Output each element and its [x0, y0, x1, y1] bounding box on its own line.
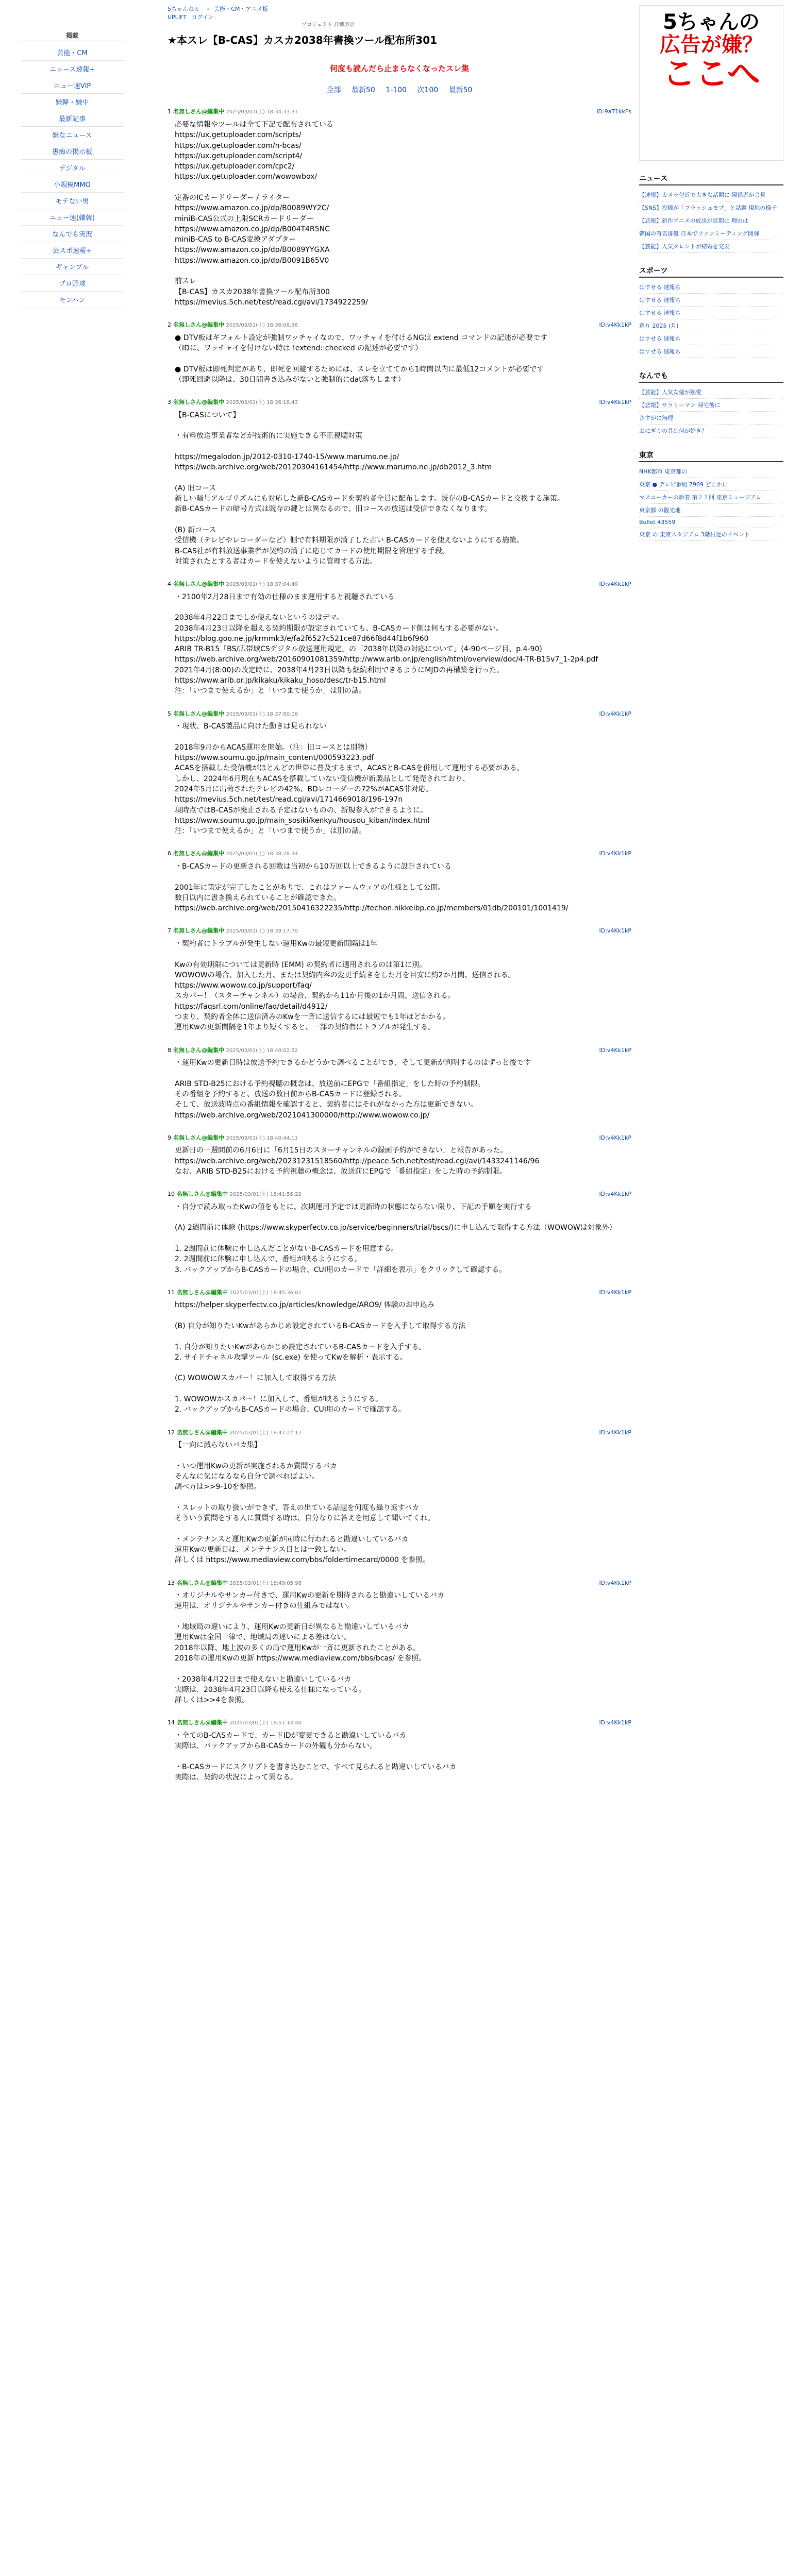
- post-date: 2025/03/01(土) 18:37:50.06: [226, 711, 298, 717]
- right-section-link[interactable]: はすせる 速報ち: [639, 335, 681, 342]
- post-header: [168, 398, 631, 407]
- range-all-link[interactable]: 全部: [326, 86, 341, 95]
- right-section-link[interactable]: マスコーカーの新着 第２１回 東京ミュージアム: [639, 494, 761, 501]
- right-section-item: [639, 345, 783, 358]
- right-section-link[interactable]: 【悲報】新作アニメの放送が延期に 理由は: [639, 217, 748, 224]
- post-number[interactable]: 2: [168, 321, 171, 329]
- right-section-item: [639, 240, 783, 253]
- post-date: 2025/03/01(土) 18:47:22.17: [229, 1430, 302, 1436]
- post-author: 名無しさん@編集中: [173, 321, 224, 329]
- post-number[interactable]: 1: [168, 108, 171, 115]
- post-author: 名無しさん@編集中: [173, 850, 224, 857]
- range-latest50-link[interactable]: 最新50: [448, 86, 473, 95]
- post-author: 名無しさん@編集中: [177, 1429, 228, 1436]
- post-author: 名無しさん@編集中: [173, 581, 224, 588]
- right-section-link[interactable]: はすせる 速報ち: [639, 348, 681, 355]
- post: [168, 1719, 631, 1783]
- post-author: 名無しさん@編集中: [173, 108, 224, 115]
- post: [168, 1429, 631, 1566]
- post-header: [168, 927, 631, 936]
- right-section-title: 東京: [639, 450, 783, 462]
- post-date: 2025/03/01(土) 18:40:44.11: [226, 1135, 298, 1141]
- post-author: 名無しさん@編集中: [177, 1289, 228, 1296]
- right-section-item: [639, 478, 783, 491]
- post-body: 【一向に減らないバカ集】 ・いつ運用Kwの更新が実施されるか質問するバカ そんなに気になるなら自分で調べればよい。 調べ方は>>9-10を参照。 ・スレットの取り扱いができず、答えの出ている話題を何度も繰り返すバカ そういう質問をする人に質問する時は、自分なりに答えを用意して聞いてくれ。 ・メンテナンスと運用Kwの更新が同時に行われると勘違いしているバカ 運用Kwの更新日は、メンテナンス日とは一致しない。 詳しくは https://www.mediaview.com/bbs/foldertimecard/0000 を参照。: [175, 1441, 435, 1565]
- post-id[interactable]: ID:v4Kk1kP: [599, 1429, 631, 1436]
- notice-link[interactable]: 何度も読んだら止まらなくなったスレ集: [329, 64, 469, 74]
- post: [168, 1190, 631, 1275]
- post: [168, 1579, 631, 1706]
- right-section-link[interactable]: 【悲報】サラリーマン 帰宅後に: [639, 402, 721, 409]
- post-number[interactable]: 8: [168, 1046, 171, 1054]
- post-header: [168, 1289, 631, 1297]
- right-section-link[interactable]: 【芸能】人気女優が熱愛: [639, 389, 701, 396]
- mini-links: [302, 22, 631, 29]
- right-section-link[interactable]: はすせる 速報ち: [639, 310, 681, 316]
- post-date: 2025/03/01(土) 18:37:04.49: [226, 582, 298, 588]
- post-list: [168, 108, 631, 1783]
- post-date: 2025/03/01(土) 18:40:02.52: [226, 1047, 298, 1054]
- post-date: 2025/03/01(土) 18:34:33.31: [226, 109, 298, 115]
- right-section-item: [639, 399, 783, 412]
- post-body: 必要な情報やツールは全て下記で配布されている https://ux.getuploader.com/scripts/ https://ux.getuploader.com/n-bcas/ https://ux.getuploader.com/script4/ https://ux.getuploader.com/cpc2/ https://ux.getuploader.com/wowowbox/ 定番のICカードリーダー / ライター https://www.amazon.co.jp/dp/B0089WY2C/ miniB-CAS公式の上限SCRカードリーダー https://www.amazon.co.jp/dp/B004T4R5NC miniB-CAS to B-CAS変換アダプター https://www.amazon.co.jp/dp/B0089YYGXA https://www.amazon.co.jp/dp/B0091B65V0 前スレ 【B-CAS】カスカ2038年書換ツール配布所300 https://mevius.5ch.net/test/read.cgi/avi/1734922259/: [175, 120, 368, 307]
- right-section-link[interactable]: 東京都 の観光地: [639, 507, 681, 514]
- post-header: [168, 580, 631, 589]
- post-number[interactable]: 12: [168, 1429, 175, 1436]
- breadcrumb-item[interactable]: 5ちゃんねる: [168, 6, 199, 12]
- post: [168, 321, 631, 385]
- post-author: 名無しさん@編集中: [173, 710, 224, 717]
- post-date: 2025/03/01(土) 18:39:17.70: [226, 928, 298, 935]
- post-header: [168, 850, 631, 858]
- post-author: 名無しさん@編集中: [177, 1719, 228, 1726]
- right-section: [639, 173, 783, 253]
- post-id[interactable]: ID:v4Kk1kP: [599, 850, 631, 857]
- right-section-link[interactable]: NHK都市 東京都の: [639, 468, 688, 475]
- post-id[interactable]: ID:v4Kk1kP: [599, 1134, 631, 1141]
- right-section-item: [639, 517, 783, 528]
- post-id[interactable]: ID:v4Kk1kP: [599, 581, 631, 588]
- breadcrumb-item[interactable]: 芸能・CM・アニメ板: [214, 6, 268, 12]
- post-author: 名無しさん@編集中: [173, 399, 224, 406]
- sidebar-item[interactable]: なんでも実況: [21, 226, 124, 242]
- post-id[interactable]: ID:9aT1kkFs: [596, 108, 631, 115]
- post: [168, 1134, 631, 1177]
- post-header: [168, 1429, 631, 1437]
- post-number[interactable]: 13: [168, 1579, 175, 1586]
- ad-line-3: ここへ: [662, 55, 760, 93]
- right-section-item: [639, 504, 783, 517]
- right-section-item: [639, 386, 783, 399]
- right-section-link[interactable]: おにぎりの具は何が好き？: [639, 428, 707, 434]
- right-section-link[interactable]: 【芸能】人気タレントが結婚を発表: [639, 243, 730, 250]
- post-body: ・2100年2月28日まで有効の仕様のまま運用すると視聴されている 2038年4月22日までしか使えないというのはデマ。 2038年4月23日以降を超える契約期限が設定されていても、B-CASカード側は何もする必要がない。 https://blog.goo.ne.jp/krmmk3/e/fa2f6527c521ce87d66f8d44f1b6f960 ARIB TR-B15「BS/広帯域CSデジタル放送運用規定」の「2038年以降の対応について」(4-90ページ目、p.4-90) https://web.archive.org/web/20160901081359/http://www.arib.or.jp/english/html/overview/doc/4-TR-B15v7_1-2p4.pdf 2021年4月(8:00)の改定時に、2038年4月23日以降も継続利用できるようにMJDの再構築を行った。 https://www.arib.or.jp/kikaku/kikaku_hoso/desc/tr-b15.html 注：「いつまで使えるか」と「いつまで使うか」は別の話。: [175, 592, 598, 696]
- post: [168, 1046, 631, 1121]
- page-title: ★本スレ【B-CAS】カスカ2038年書換ツール配布所301: [168, 34, 438, 47]
- right-section-item: [639, 307, 783, 319]
- sidebar-item[interactable]: モテない男: [21, 193, 124, 209]
- post-id[interactable]: ID:v4Kk1kP: [599, 321, 631, 329]
- post-date: 2025/03/01(土) 18:36:18.43: [226, 400, 298, 406]
- post-body: ・現状、B-CAS製品に向けた動きは見られない 2018年9月からACAS運用を開始。（注：旧コースとは別物） https://www.soumu.go.jp/main_content/000593223.pdf ACASを搭載した受信機がほとんどの世帯に普及するまで、ACASとB-CASを併用して運用する必要がある。 しかし、2024年6月現在もACASを搭載していない受信機が新製品として発売されており、 2024年5月に出荷されたテレビの42%、BDレコーダーの72%がACAS非対応。 https://mevius.5ch.net/test/read.cgi/avi/1714669018/196-197n 現時点ではB-CASが廃止される予定はないものの、新規参入ができるように。 https://www.soumu.go.jp/main_sosiki/kenkyu/housou_kiban/index.html 注：「いつまで使えるか」と「いつまで使うか」は別の話。: [175, 722, 524, 836]
- right-section-link[interactable]: 【速報】カメラ付近で大きな話題に 関係者が会見: [639, 192, 766, 198]
- post: [168, 580, 631, 696]
- post-body: ・オリジナルやサンカー付きで、運用Kwの更新を期待されると勘違いしているバカ 運用は、オリジナルやサンカー付きの仕組みではない。 ・地域局の違いにより、運用Kwの更新日が異なると勘違いしているバカ 運用Kwは全国一律で、地域局の違いによる差はない。 2018年以降、地上波の多くの局で運用Kwが一斉に更新されたことがある。 2018年の運用Kwの更新 https://www.mediaview.com/bbs/bcas/ を参照。 ・2038年4月22日まで使えないと勘違いしているバカ 実際は、2038年4月23日以降も使える仕様になっている。 詳しくは>>4を参照。: [175, 1591, 444, 1705]
- post-header: [168, 321, 631, 330]
- post-author: 名無しさん@編集中: [173, 1046, 224, 1054]
- post-author: 名無しさん@編集中: [177, 1579, 228, 1586]
- sidebar-item[interactable]: 最新記事: [21, 110, 124, 127]
- post-header: [168, 1719, 631, 1727]
- post-number[interactable]: 11: [168, 1289, 175, 1296]
- post-body: ● DTV板はギフォルト設定が強制ワッチャイなので、ワッチャイを付けるNGは extend コマンドの記述が必要です （IDに、ワッチャイを付けない時は !extend::checked の記述が必要です） ● DTV板は即死判定があり、即死を回避するためには、スレを立ててから1時間以内に最低12コメントが必要です （即死回避以降は、30日間書き込みがないと強制的にdat落ちします）: [175, 333, 548, 384]
- right-section: [639, 450, 783, 541]
- mini-link[interactable]: 詳細表示: [334, 22, 355, 28]
- post-body: 更新日の一週間前の6月6日に「6月15日のスターチャンネルの録画予約ができない」と報告があった。 https://web.archive.org/web/20231231518560/http://peace.5ch.net/test/read.cgi/avi/1433241146/96 なお、ARIB STD-B25における予約視聴の概念は、放送前にEPGで「番組指定」をした時の予約制限。: [175, 1146, 540, 1176]
- post-date: 2025/03/01(土) 18:45:36.61: [229, 1290, 302, 1296]
- right-section-item: [639, 189, 783, 201]
- post-id[interactable]: ID:v4Kk1kP: [599, 710, 631, 717]
- right-section-link[interactable]: 東京 の 東京スタジアム 3階付近のイベント: [639, 531, 750, 538]
- right-section: [639, 370, 783, 437]
- sidebar-item[interactable]: ニュース速報+: [21, 61, 124, 77]
- range-1-100-link[interactable]: 1-100: [386, 86, 407, 95]
- right-section-link[interactable]: Bullet 43559: [639, 519, 676, 526]
- post-body: ・契約者にトラブルが発生しない運用Kwの最短更新間隔は1年 Kwの有効期限については更新時 (EMM) の契約者に適用されるのは第1に別。 WOWOWの場合、加入した月、または契約内容の変更手続きをした月を目安に約2か月間、送信される。 https://www.wowow.co.jp/support/faq/ スカパー！（スターチャンネル）の場合、契約から11か月後の1か月間、送信される。 https://faqsrl.com/online/faq/detail/d4912/ つまり、契約者全体に送信済みのKwを一斉に送信するには最短でも1年ほどかかる。 運用Kwの更新間隔を1年より短くすると、一部の契約者にトラブルが発生する。: [175, 939, 515, 1032]
- post-body: 【B-CASについて】 ・有料放送事業者などが技術的に実施できる不正視聴対策 https://megalodon.jp/2012-0310-1740-15/www.marumo.ne.jp/ https://web.archive.org/web/20120304161454/http://www.marumo.ne.jp/db2012_3.htm (A) 旧コース 新しい暗号アルゴリズムにも対応した新B-CASカードを契約者全員に配布します。既存のB-CASカードと交換する施策。 新B-CASカードの暗号方式は既存の鍵とは異なるので、旧コースの放送は受信できなくなります。 (B) 新コース 受信機（テレビやレコーダーなど）側で有料期限が満了した古い B-CASカードを使えないようにする施策。 B-CAS社が有料放送事業者が契約の満了に応じてカードの使用期限を管理する手段。 対策されたとする者はカードを使えないように管理する方法。: [175, 411, 564, 566]
- right-section-item: [639, 214, 783, 227]
- post: [168, 850, 631, 913]
- post-header: [168, 1190, 631, 1199]
- post-date: 2025/03/01(土) 18:36:06.96: [226, 323, 298, 329]
- post: [168, 108, 631, 308]
- post-author: 名無しさん@編集中: [173, 1134, 224, 1141]
- post-date: 2025/03/01(土) 18:51:14.40: [229, 1720, 302, 1726]
- post-header: [168, 710, 631, 719]
- right-section-link[interactable]: 韓国の有名俳優 日本でファンミーティング開催: [639, 230, 760, 237]
- sidebar-item[interactable]: ギャンブル: [21, 259, 124, 275]
- sidebar-item[interactable]: 芸能・CM: [21, 44, 124, 61]
- right-section-item: [639, 528, 783, 541]
- post-number[interactable]: 10: [168, 1191, 175, 1198]
- right-section-item: [639, 412, 783, 425]
- ad-line-1: 5ちゃんの: [663, 10, 760, 34]
- sidebar-item[interactable]: ニュー速VIP: [21, 77, 124, 94]
- post-number[interactable]: 14: [168, 1719, 175, 1726]
- sidebar-item[interactable]: モンハン: [21, 292, 124, 308]
- post-number[interactable]: 9: [168, 1134, 171, 1141]
- post-id[interactable]: ID:v4Kk1kP: [599, 1289, 631, 1296]
- post-id[interactable]: ID:v4Kk1kP: [599, 1719, 631, 1726]
- right-section-item: [639, 201, 783, 214]
- post-header: [168, 108, 631, 116]
- ad-line-2: 広告が嫌？: [660, 33, 763, 57]
- post-date: 2025/03/01(土) 18:41:55.22: [229, 1192, 302, 1198]
- mini-link[interactable]: プロジェクト: [302, 22, 332, 28]
- right-section-link[interactable]: さすがに無理: [639, 415, 673, 421]
- post-body: ・運用Kwの更新日時は放送予約できるかどうかで調べることができ、そして更新が判明するのはずっと後です ARIB STD-B25における予約視聴の概念は、放送前にEPGで「番組指定」をした時の予約制限。 その番組を予約すると、放送の数日前からB-CASカードに登録される。 そして、放送波時点の番組情報を確認すると、契約者にはそれがなかった方は更新できない。 https://web.archive.org/web/2021041300000/http://www.wowow.co.jp/: [175, 1059, 531, 1120]
- breadcrumb: [168, 5, 631, 22]
- post-author: 名無しさん@編集中: [173, 927, 224, 935]
- right-section-link[interactable]: 東京 ● テレビ番組 7969 どこかに: [639, 481, 728, 488]
- post-body: ・全てのB-CASカードで、カードIDが変更できると勘違いしているバカ 実際は、バックアップからB-CASカードの外観も分からない。 ・B-CASカードにスクリプトを書き込むことで、すべて見られると勘違いしているバカ 実際は、契約の状況によって異なる。: [175, 1731, 457, 1782]
- post: [168, 710, 631, 837]
- post-author: 名無しさん@編集中: [177, 1191, 228, 1198]
- post-id[interactable]: ID:v4Kk1kP: [599, 927, 631, 935]
- sidebar-item[interactable]: 嫌なニュース: [21, 127, 124, 143]
- right-section-item: [639, 281, 783, 294]
- post: [168, 398, 631, 567]
- post-id[interactable]: ID:v4Kk1kP: [599, 399, 631, 406]
- right-section-item: [639, 491, 783, 504]
- breadcrumb-item[interactable]: ログイン: [191, 13, 214, 21]
- sidebar: [21, 31, 124, 308]
- sidebar-item[interactable]: ニュー速(嫌韓): [21, 209, 124, 226]
- sidebar-item[interactable]: 小規模MMO: [21, 176, 124, 193]
- post-number[interactable]: 3: [168, 399, 171, 406]
- right-section-item: [639, 319, 783, 332]
- sidebar-item[interactable]: 嫌韓・嫌中: [21, 94, 124, 110]
- right-section-link[interactable]: 【SNS】投稿が「フラッシュモブ」と話題 現地の様子: [639, 205, 777, 211]
- right-section-item: [639, 332, 783, 345]
- main-content: [168, 5, 631, 1796]
- post-number[interactable]: 7: [168, 927, 171, 935]
- post-date: 2025/03/01(土) 18:38:28.34: [226, 851, 298, 857]
- sidebar-item[interactable]: 芸スポ速報+: [21, 242, 124, 259]
- post-header: [168, 1134, 631, 1143]
- right-section-item: [639, 465, 783, 478]
- sidebar-item[interactable]: プロ野球: [21, 275, 124, 292]
- post-id[interactable]: ID:v4Kk1kP: [599, 1191, 631, 1198]
- post-number[interactable]: 5: [168, 710, 171, 717]
- right-section-title: ニュース: [639, 173, 783, 185]
- right-section-link[interactable]: はすせる 速報ち: [639, 297, 681, 303]
- post-id[interactable]: ID:v4Kk1kP: [599, 1579, 631, 1586]
- sidebar-heading: 掲載: [21, 31, 124, 41]
- right-section: [639, 265, 783, 358]
- right-section-title: スポーツ: [639, 265, 783, 278]
- breadcrumb-item: →: [204, 6, 209, 12]
- right-section-link[interactable]: 巡り 2025 (月): [639, 323, 679, 329]
- sidebar-item[interactable]: 愚痴の掲示板: [21, 143, 124, 160]
- post-header: [168, 1579, 631, 1588]
- ad-banner[interactable]: [639, 5, 783, 161]
- breadcrumb-item[interactable]: UPLIFT: [168, 13, 187, 21]
- post-body: ・自分で読み取ったKwの値をもとに、次期運用予定では更新時の状態にならない限り、下記の手順を実行する (A) 2週間前に体験 (https://www.skyperfectv.co.jp/service/beginners/trial/bscs/)に申し込んで取得する方法（WOWOWは対象外） 1. 2週間前に体験に申し込んだことがないB-CASカードを用意する。 2. 2週間前に体験に申し込んで、番組が映るようにする。 3. バックアップからB-CASカードの場合、CUI用のカードで「詳細を表示」をクリックして確認する。: [175, 1202, 616, 1274]
- post-number[interactable]: 4: [168, 581, 171, 588]
- right-column: [639, 5, 783, 541]
- range-nav: [168, 85, 631, 95]
- right-section-title: なんでも: [639, 370, 783, 383]
- right-section-item: [639, 425, 783, 437]
- post: [168, 927, 631, 1032]
- post: [168, 1289, 631, 1415]
- range-next-link[interactable]: 次100: [417, 86, 439, 95]
- post-header: [168, 1046, 631, 1055]
- post-body: https://helper.skyperfectv.co.jp/articles/knowledge/ARO9/ 体験のお申込み (B) 自分が知りたいKwがあらかじめ設定されているB-CASカードを入手して取得する方法 1. 自分が知りたいKwがあらかじめ設定されているB-CASカードを入手する。 2. サイドチャネル攻撃ツール (sc.exe) を使ってKwを解析・表示する。 (C) WOWOWスカパー！に加入して取得する方法 1. WOWOWかスカパー！に加入して、番組が映るようにする。 2. バックアップからB-CASカードの場合、CUI用のカードで確認する。: [175, 1301, 466, 1414]
- right-section-item: [639, 227, 783, 240]
- post-number[interactable]: 6: [168, 850, 171, 857]
- post-date: 2025/03/01(土) 18:49:05.98: [229, 1580, 302, 1586]
- sidebar-item[interactable]: デジタル: [21, 160, 124, 176]
- post-id[interactable]: ID:v4Kk1kP: [599, 1046, 631, 1054]
- right-section-item: [639, 294, 783, 307]
- right-section-link[interactable]: はすせる 速報ち: [639, 284, 681, 291]
- range-latest-link[interactable]: 最新50: [352, 86, 375, 95]
- post-body: ・B-CASカードの更新される回数は当初から10万回以上できるように設計されている 2001年に策定が完了したことがありで、これはファームウェアの仕様として公開。 数日以内に書き換えられていることが確認できた。 https://web.archive.org/web/20150416322235/http://techon.nikkeibp.co.jp/members/01db/200101/1001419/: [175, 862, 568, 913]
